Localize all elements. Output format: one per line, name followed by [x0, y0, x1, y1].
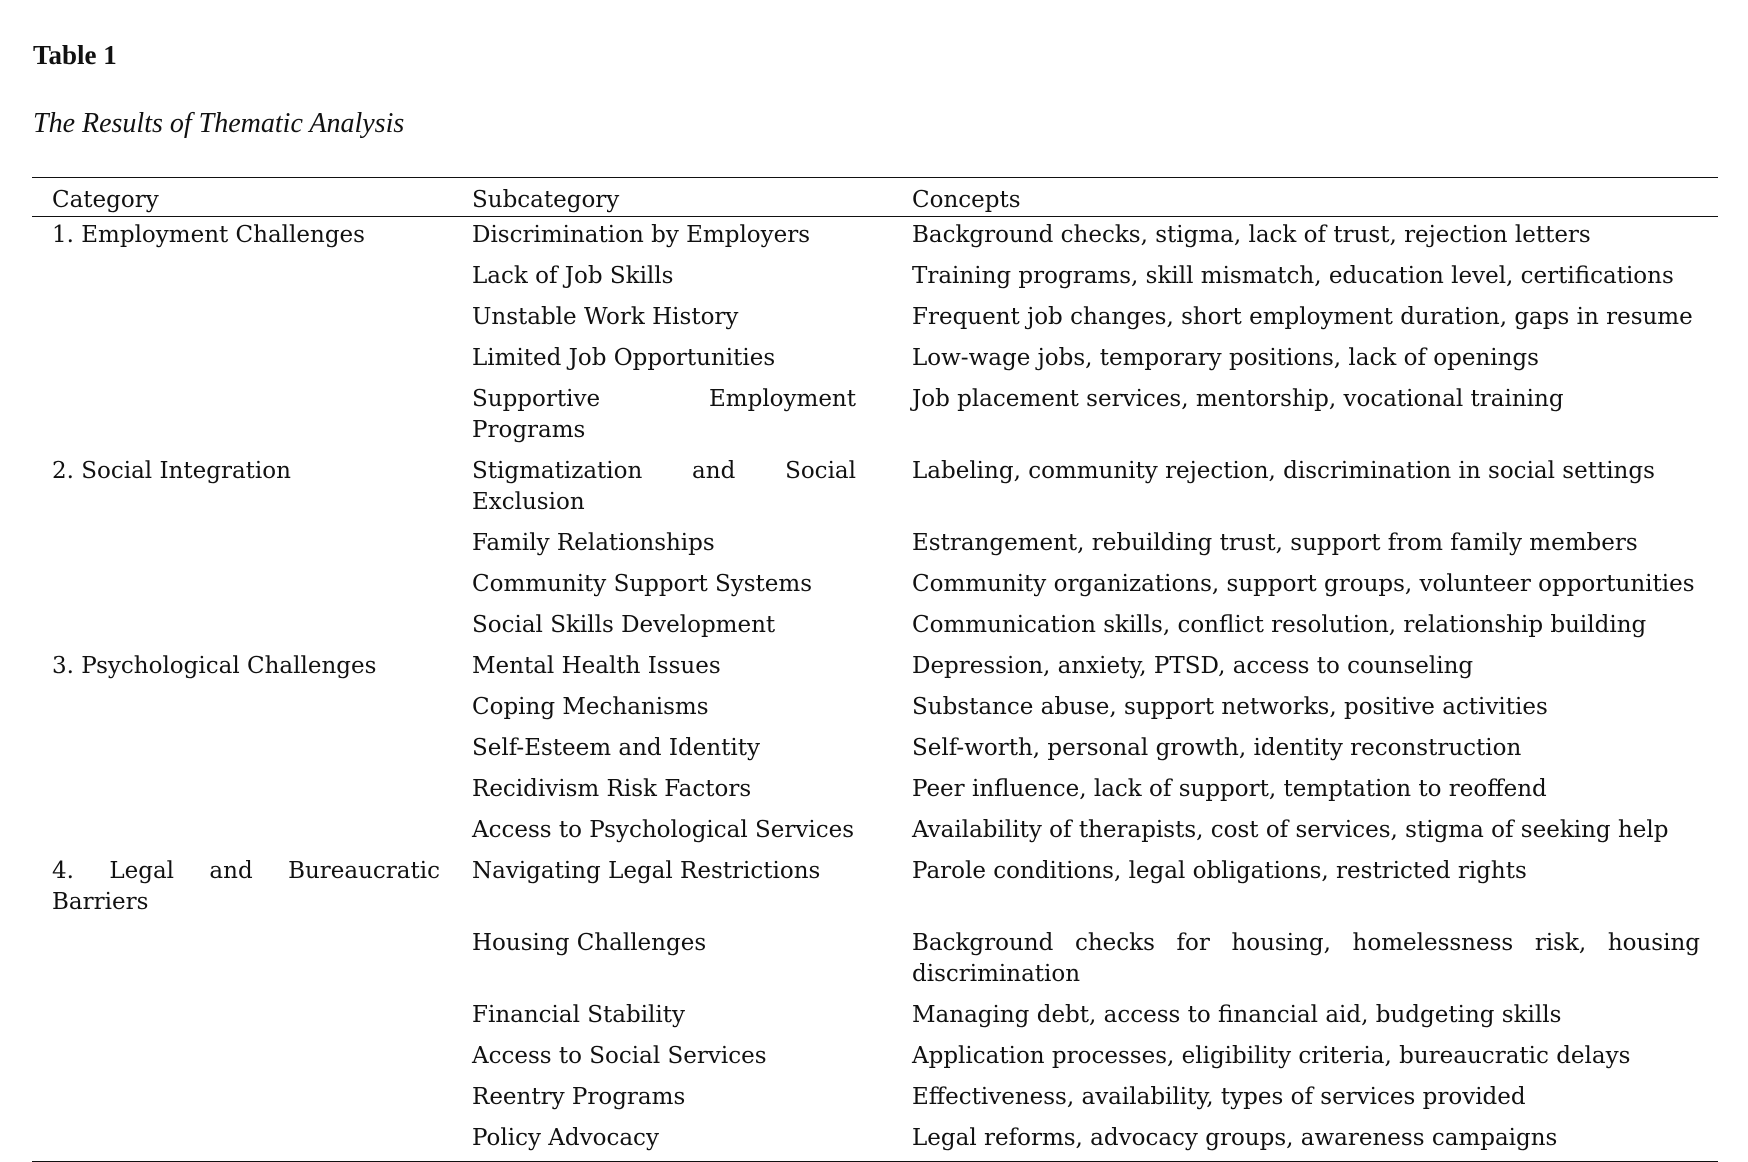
category-cell [32, 258, 464, 299]
table-row [32, 453, 1718, 525]
concepts-cell: Depression, anxiety, PTSD, access to counseling [912, 653, 1474, 679]
category-cell: 2. Social Integration [52, 458, 291, 484]
concepts-cell: Self-worth, personal growth, identity reconstruction [912, 735, 1522, 761]
table-row [32, 340, 1718, 381]
category-cell: 3. Psychological Challenges [52, 653, 377, 679]
column-header-concepts: Concepts [912, 187, 1021, 213]
subcategory-cell: Unstable Work History [472, 304, 739, 330]
subcategory-cell: Reentry Programs [472, 1084, 686, 1110]
table-row [32, 1038, 1718, 1079]
subcategory-cell: Self-Esteem and Identity [472, 735, 760, 761]
concepts-cell: Application processes, eligibility criteria, bureaucratic delays [912, 1043, 1631, 1069]
category-cell [32, 1038, 464, 1079]
concepts-cell: Background checks for housing, homelessness risk, housing discrimination [912, 930, 1700, 987]
category-cell [32, 812, 464, 853]
table-row [32, 1079, 1718, 1120]
column-header-category: Category [52, 187, 159, 213]
table-row [32, 299, 1718, 340]
table-row [32, 689, 1718, 730]
table-row [32, 217, 1718, 259]
table-row [32, 566, 1718, 607]
table-row [32, 812, 1718, 853]
concepts-cell: Labeling, community rejection, discrimination in social settings [912, 458, 1655, 484]
category-cell [32, 730, 464, 771]
table-row [32, 771, 1718, 812]
category-cell [32, 525, 464, 566]
concepts-cell: Background checks, stigma, lack of trust, rejection letters [912, 222, 1591, 248]
table-row [32, 258, 1718, 299]
concepts-cell: Effectiveness, availability, types of services provided [912, 1084, 1526, 1110]
subcategory-cell: Coping Mechanisms [472, 694, 709, 720]
concepts-cell: Availability of therapists, cost of services, stigma of seeking help [912, 817, 1669, 843]
subcategory-cell: Access to Social Services [472, 1043, 767, 1069]
subcategory-cell: Lack of Job Skills [472, 263, 674, 289]
concepts-cell: Frequent job changes, short employment duration, gaps in resume [912, 304, 1693, 330]
concepts-cell: Parole conditions, legal obligations, restricted rights [912, 858, 1527, 884]
subcategory-cell: Policy Advocacy [472, 1125, 659, 1151]
category-cell [32, 925, 464, 997]
subcategory-cell: Community Support Systems [472, 571, 813, 597]
category-cell [32, 689, 464, 730]
subcategory-cell: Financial Stability [472, 1002, 686, 1028]
subcategory-cell: Navigating Legal Restrictions [472, 858, 821, 884]
subcategory-cell: Recidivism Risk Factors [472, 776, 752, 802]
subcategory-cell: Mental Health Issues [472, 653, 721, 679]
category-cell [32, 607, 464, 648]
thematic-analysis-table [32, 177, 1718, 1162]
category-cell [32, 381, 464, 453]
concepts-cell: Legal reforms, advocacy groups, awareness campaigns [912, 1125, 1558, 1151]
category-cell: 1. Employment Challenges [52, 222, 365, 248]
table-row [32, 381, 1718, 453]
table-header-row [32, 178, 1718, 217]
table-row [32, 730, 1718, 771]
category-cell [32, 340, 464, 381]
concepts-cell: Job placement services, mentorship, vocational training [912, 386, 1564, 412]
category-cell [32, 566, 464, 607]
concepts-cell: Estrangement, rebuilding trust, support from family members [912, 530, 1638, 556]
table-row [32, 853, 1718, 925]
concepts-cell: Community organizations, support groups, volunteer opportunities [912, 571, 1695, 597]
subcategory-cell: Housing Challenges [472, 930, 707, 956]
subcategory-cell: Social Skills Development [472, 612, 776, 638]
category-cell [32, 1079, 464, 1120]
category-cell [32, 997, 464, 1038]
category-cell [32, 299, 464, 340]
concepts-cell: Low-wage jobs, temporary positions, lack of openings [912, 345, 1539, 371]
table-label: Table 1 [33, 40, 117, 70]
concepts-cell: Peer influence, lack of support, temptation to reoffend [912, 776, 1547, 802]
concepts-cell: Communication skills, conflict resolution, relationship building [912, 612, 1647, 638]
table-row [32, 925, 1718, 997]
concepts-cell: Training programs, skill mismatch, education level, certifications [912, 263, 1674, 289]
category-cell: 4. Legal and Bureaucratic Barriers [52, 858, 440, 915]
subcategory-cell: Discrimination by Employers [472, 222, 811, 248]
subcategory-cell: Supportive Employment Programs [472, 386, 856, 443]
subcategory-cell: Limited Job Opportunities [472, 345, 776, 371]
concepts-cell: Substance abuse, support networks, positive activities [912, 694, 1548, 720]
table-row [32, 607, 1718, 648]
table-caption: The Results of Thematic Analysis [33, 108, 405, 139]
subcategory-cell: Stigmatization and Social Exclusion [472, 458, 856, 515]
column-header-subcategory: Subcategory [472, 187, 620, 213]
subcategory-cell: Family Relationships [472, 530, 715, 556]
category-cell [32, 771, 464, 812]
table-row [32, 997, 1718, 1038]
subcategory-cell: Access to Psychological Services [472, 817, 855, 843]
concepts-cell: Managing debt, access to financial aid, budgeting skills [912, 1002, 1562, 1028]
table-row [32, 525, 1718, 566]
table-row [32, 648, 1718, 689]
